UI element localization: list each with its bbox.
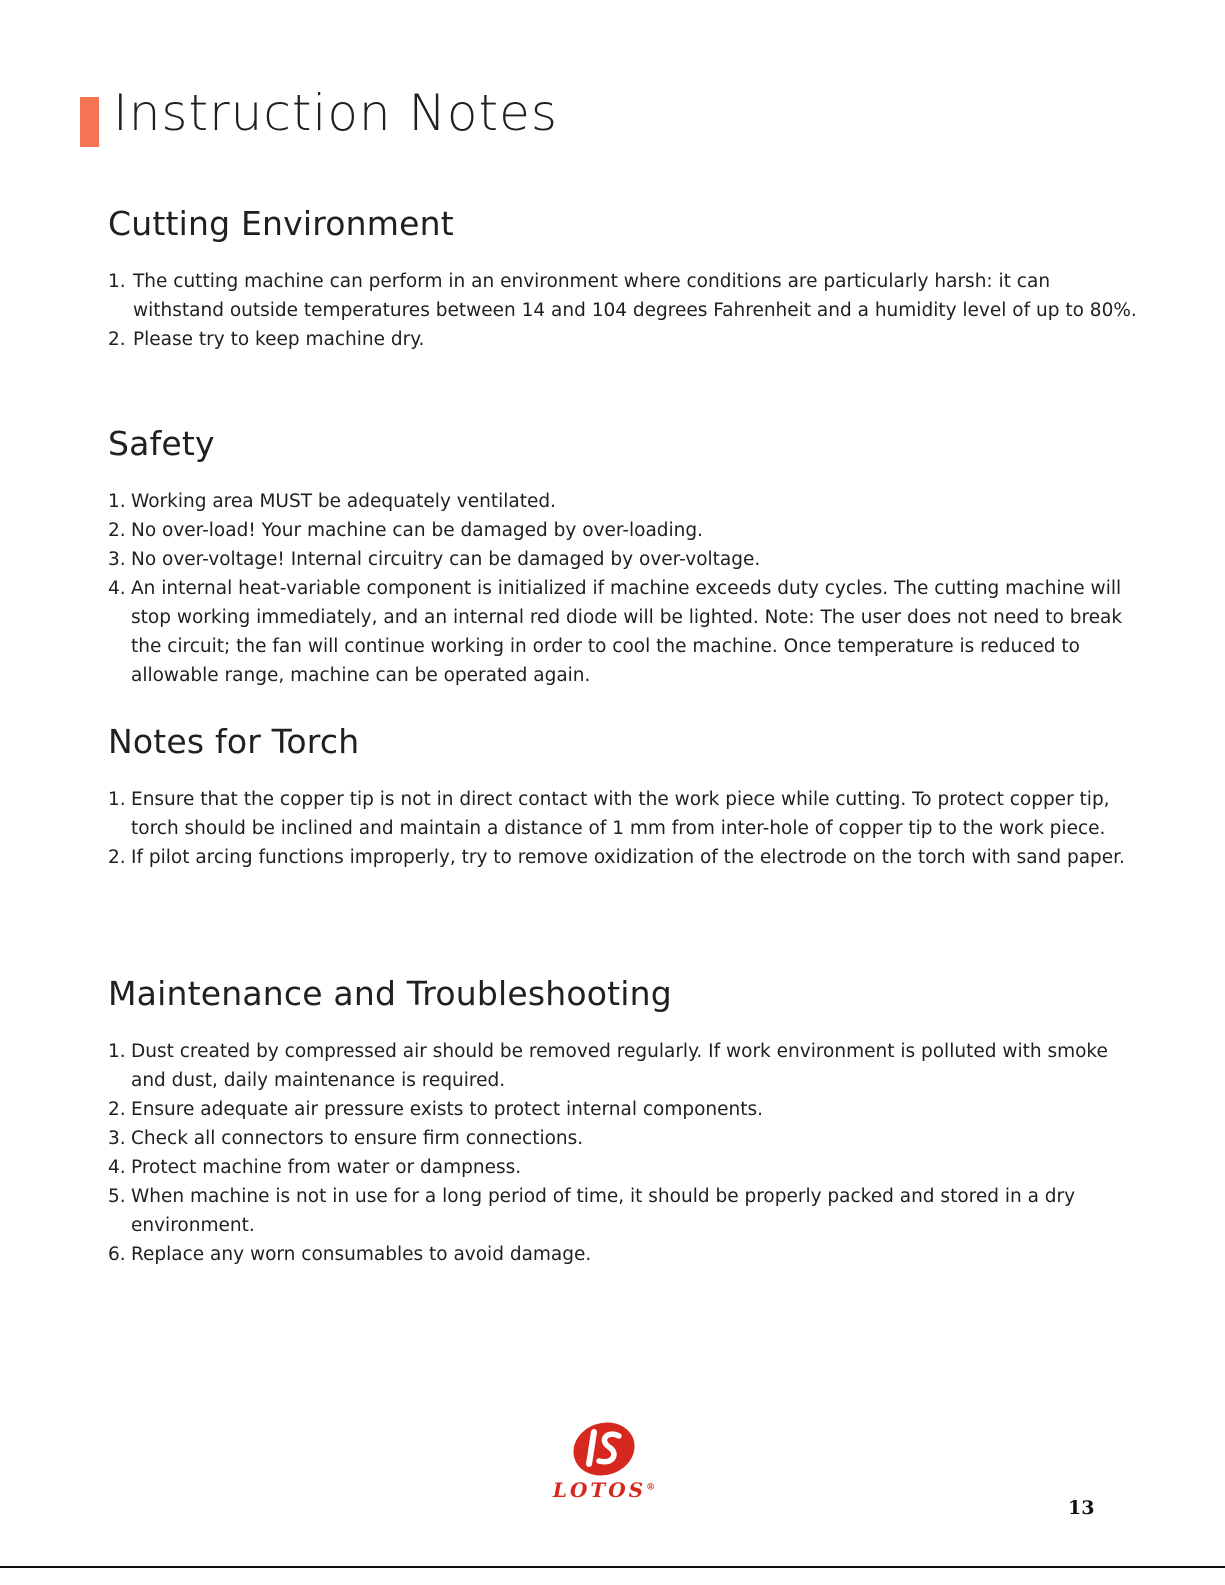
list-item [108, 1124, 1138, 1153]
section-notes-for-torch [108, 722, 1138, 872]
item-text: Protect machine from water or dampness. [131, 1157, 522, 1178]
item-number: 4. [108, 1157, 126, 1178]
item-number: 3. [108, 549, 126, 570]
item-text: Check all connectors to ensure firm connections. [131, 1128, 584, 1149]
item-text: If pilot arcing functions improperly, try to remove oxidization of the electrode on the torch with sand paper. [131, 847, 1125, 868]
section-cutting-environment [108, 204, 1138, 354]
numbered-list [108, 1037, 1138, 1269]
list-item [108, 325, 1138, 354]
item-text: Ensure adequate air pressure exists to protect internal components. [131, 1099, 764, 1120]
item-text: When machine is not in use for a long period of time, it should be properly packed and stored in a dry environment. [131, 1186, 1076, 1236]
page-title: Instruction Notes [113, 84, 558, 142]
list-item [108, 574, 1138, 690]
item-text: Replace any worn consumables to avoid damage. [131, 1244, 592, 1265]
item-number: 1. [108, 491, 126, 512]
item-number: 2. [108, 329, 126, 350]
list-item [108, 516, 1138, 545]
list-item [108, 843, 1138, 872]
numbered-list [108, 267, 1138, 354]
list-item [108, 487, 1138, 516]
item-number: 3. [108, 1128, 126, 1149]
item-text: Please try to keep machine dry. [133, 329, 425, 350]
bottom-rule [0, 1566, 1225, 1568]
item-text: The cutting machine can perform in an environment where conditions are particularly harsh: it can withstand outside temperatures between 14 and 104 degrees Fahrenheit and a humidity level of up to 80%. [133, 271, 1137, 321]
list-item [108, 267, 1138, 325]
section-heading: Safety [108, 424, 215, 463]
section-heading: Notes for Torch [108, 722, 360, 761]
page-number: 13 [1068, 1497, 1095, 1519]
section-heading: Maintenance and Troubleshooting [108, 974, 672, 1013]
section-safety [108, 424, 1138, 690]
list-item [108, 1037, 1138, 1095]
item-text: No over-voltage! Internal circuitry can be damaged by over-voltage. [131, 549, 761, 570]
item-number: 1. [108, 271, 126, 292]
numbered-list [108, 785, 1138, 872]
item-number: 6. [108, 1244, 126, 1265]
item-number: 5. [108, 1186, 126, 1207]
list-item [108, 1153, 1138, 1182]
item-number: 2. [108, 1099, 126, 1120]
item-number: 4. [108, 578, 126, 599]
list-item [108, 545, 1138, 574]
list-item [108, 785, 1138, 843]
item-text: No over-load! Your machine can be damaged by over-loading. [131, 520, 704, 541]
item-number: 2. [108, 847, 126, 868]
title-accent-bar [80, 97, 99, 147]
item-text: Dust created by compressed air should be removed regularly. If work environment is polluted with smoke and dust, daily maintenance is required. [131, 1041, 1108, 1091]
list-item [108, 1182, 1138, 1240]
item-number: 2. [108, 520, 126, 541]
numbered-list [108, 487, 1138, 690]
list-item [108, 1095, 1138, 1124]
logo-wordmark: LOTOS® [552, 1478, 656, 1502]
item-text: An internal heat-variable component is initialized if machine exceeds duty cycles. The cutting machine will stop working immediately, and an internal red diode will be lighted. Note: The user does not need to break the circuit; the fan will continue working in order to cool the machine. Once temperature is reduced to allowable range, machine can be operated again. [131, 578, 1123, 686]
item-number: 1. [108, 1041, 126, 1062]
item-text: Ensure that the copper tip is not in direct contact with the work piece while cutting. To protect copper tip, torch should be inclined and maintain a distance of 1 mm from inter-hole of copper tip to the work piece. [131, 789, 1110, 839]
list-item [108, 1240, 1138, 1269]
item-text: Working area MUST be adequately ventilated. [131, 491, 556, 512]
item-number: 1. [108, 789, 126, 810]
registered-mark: ® [646, 1482, 656, 1493]
lotos-emblem-icon [563, 1420, 645, 1476]
section-heading: Cutting Environment [108, 204, 454, 243]
lotos-logo [548, 1420, 660, 1505]
section-maintenance-troubleshooting [108, 974, 1138, 1269]
